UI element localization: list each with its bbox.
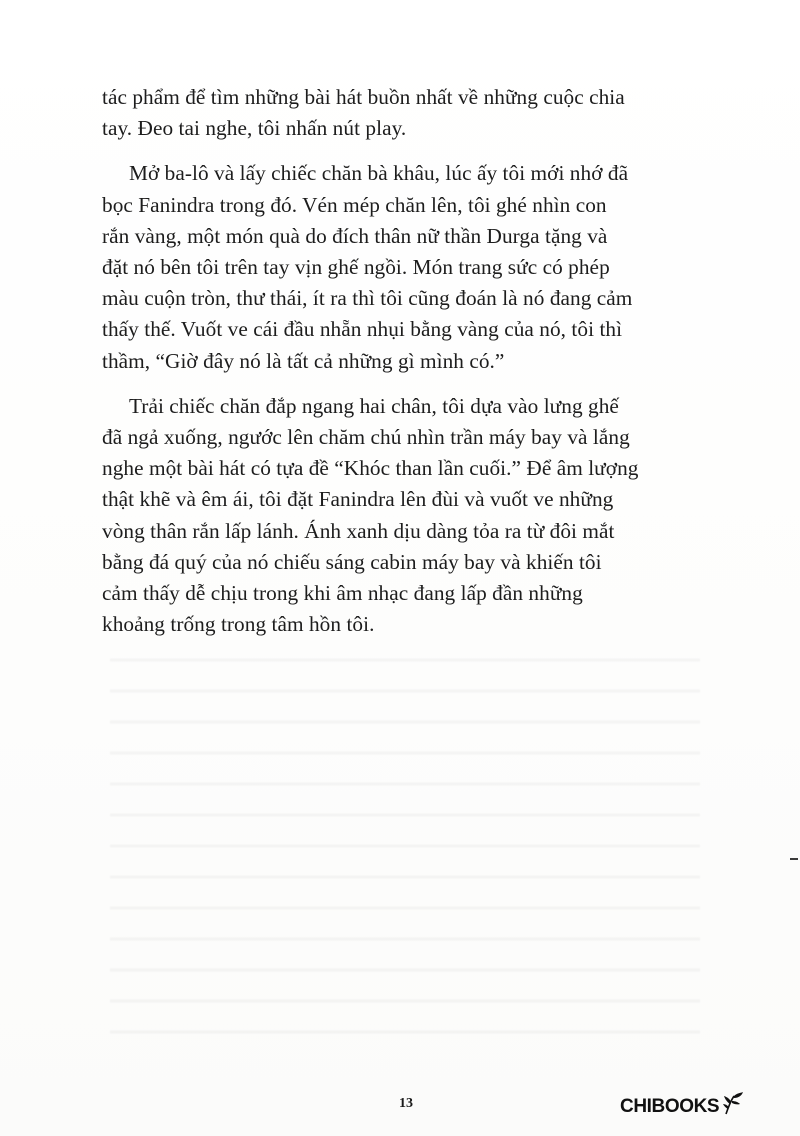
text-line: Trải chiếc chăn đắp ngang hai chân, tôi dựa vào lưng ghế (129, 393, 619, 418)
text-line: rắn vàng, một món quà do đích thân nữ thần Durga tặng và (102, 223, 608, 248)
text-line: tay. Đeo tai nghe, tôi nhấn nút play. (102, 116, 407, 141)
paragraph-3 (102, 391, 702, 641)
text-line: vòng thân rắn lấp lánh. Ánh xanh dịu dàng tỏa ra từ đôi mắt (102, 518, 615, 543)
text-line: bằng đá quý của nó chiếu sáng cabin máy bay và khiến tôi (102, 549, 602, 574)
publisher-logo (620, 1090, 746, 1118)
text-line: đặt nó bên tôi trên tay vịn ghế ngồi. Món trang sức có phép (102, 255, 610, 280)
text-line: thật khẽ và êm ái, tôi đặt Fanindra lên đùi và vuốt ve những (102, 487, 614, 512)
text-line: thầm, “Giờ đây nó là tất cả những gì mình có.” (102, 348, 505, 373)
leaf-sprig-icon (720, 1090, 746, 1116)
page-edge-mark (790, 858, 798, 860)
body-text (102, 82, 702, 640)
text-line: thấy thế. Vuốt ve cái đầu nhẵn nhụi bằng vàng của nó, tôi thì (102, 317, 623, 342)
text-line: cảm thấy dễ chịu trong khi âm nhạc đang lấp đần những (102, 581, 583, 606)
text-line: khoảng trống trong tâm hồn tôi. (102, 612, 375, 637)
reverse-side-bleed-through (110, 640, 700, 1060)
paragraph-2 (102, 158, 702, 376)
text-line: Mở ba-lô và lấy chiếc chăn bà khâu, lúc ấy tôi mới nhớ đã (129, 161, 629, 186)
text-line: nghe một bài hát có tựa đề “Khóc than lần cuối.” Để âm lượng (102, 456, 639, 481)
text-line: tác phẩm để tìm những bài hát buồn nhất về những cuộc chia (102, 85, 625, 109)
page-number: 13 (399, 1096, 413, 1111)
publisher-name: CHIBOOKS (620, 1096, 720, 1117)
text-line: màu cuộn tròn, thư thái, ít ra thì tôi cũng đoán là nó đang cảm (102, 286, 633, 311)
paragraph-1 (102, 82, 702, 144)
text-line: bọc Fanindra trong đó. Vén mép chăn lên, tôi ghé nhìn con (102, 192, 607, 217)
text-line: đã ngả xuống, ngước lên chăm chú nhìn trần máy bay và lắng (102, 425, 630, 450)
